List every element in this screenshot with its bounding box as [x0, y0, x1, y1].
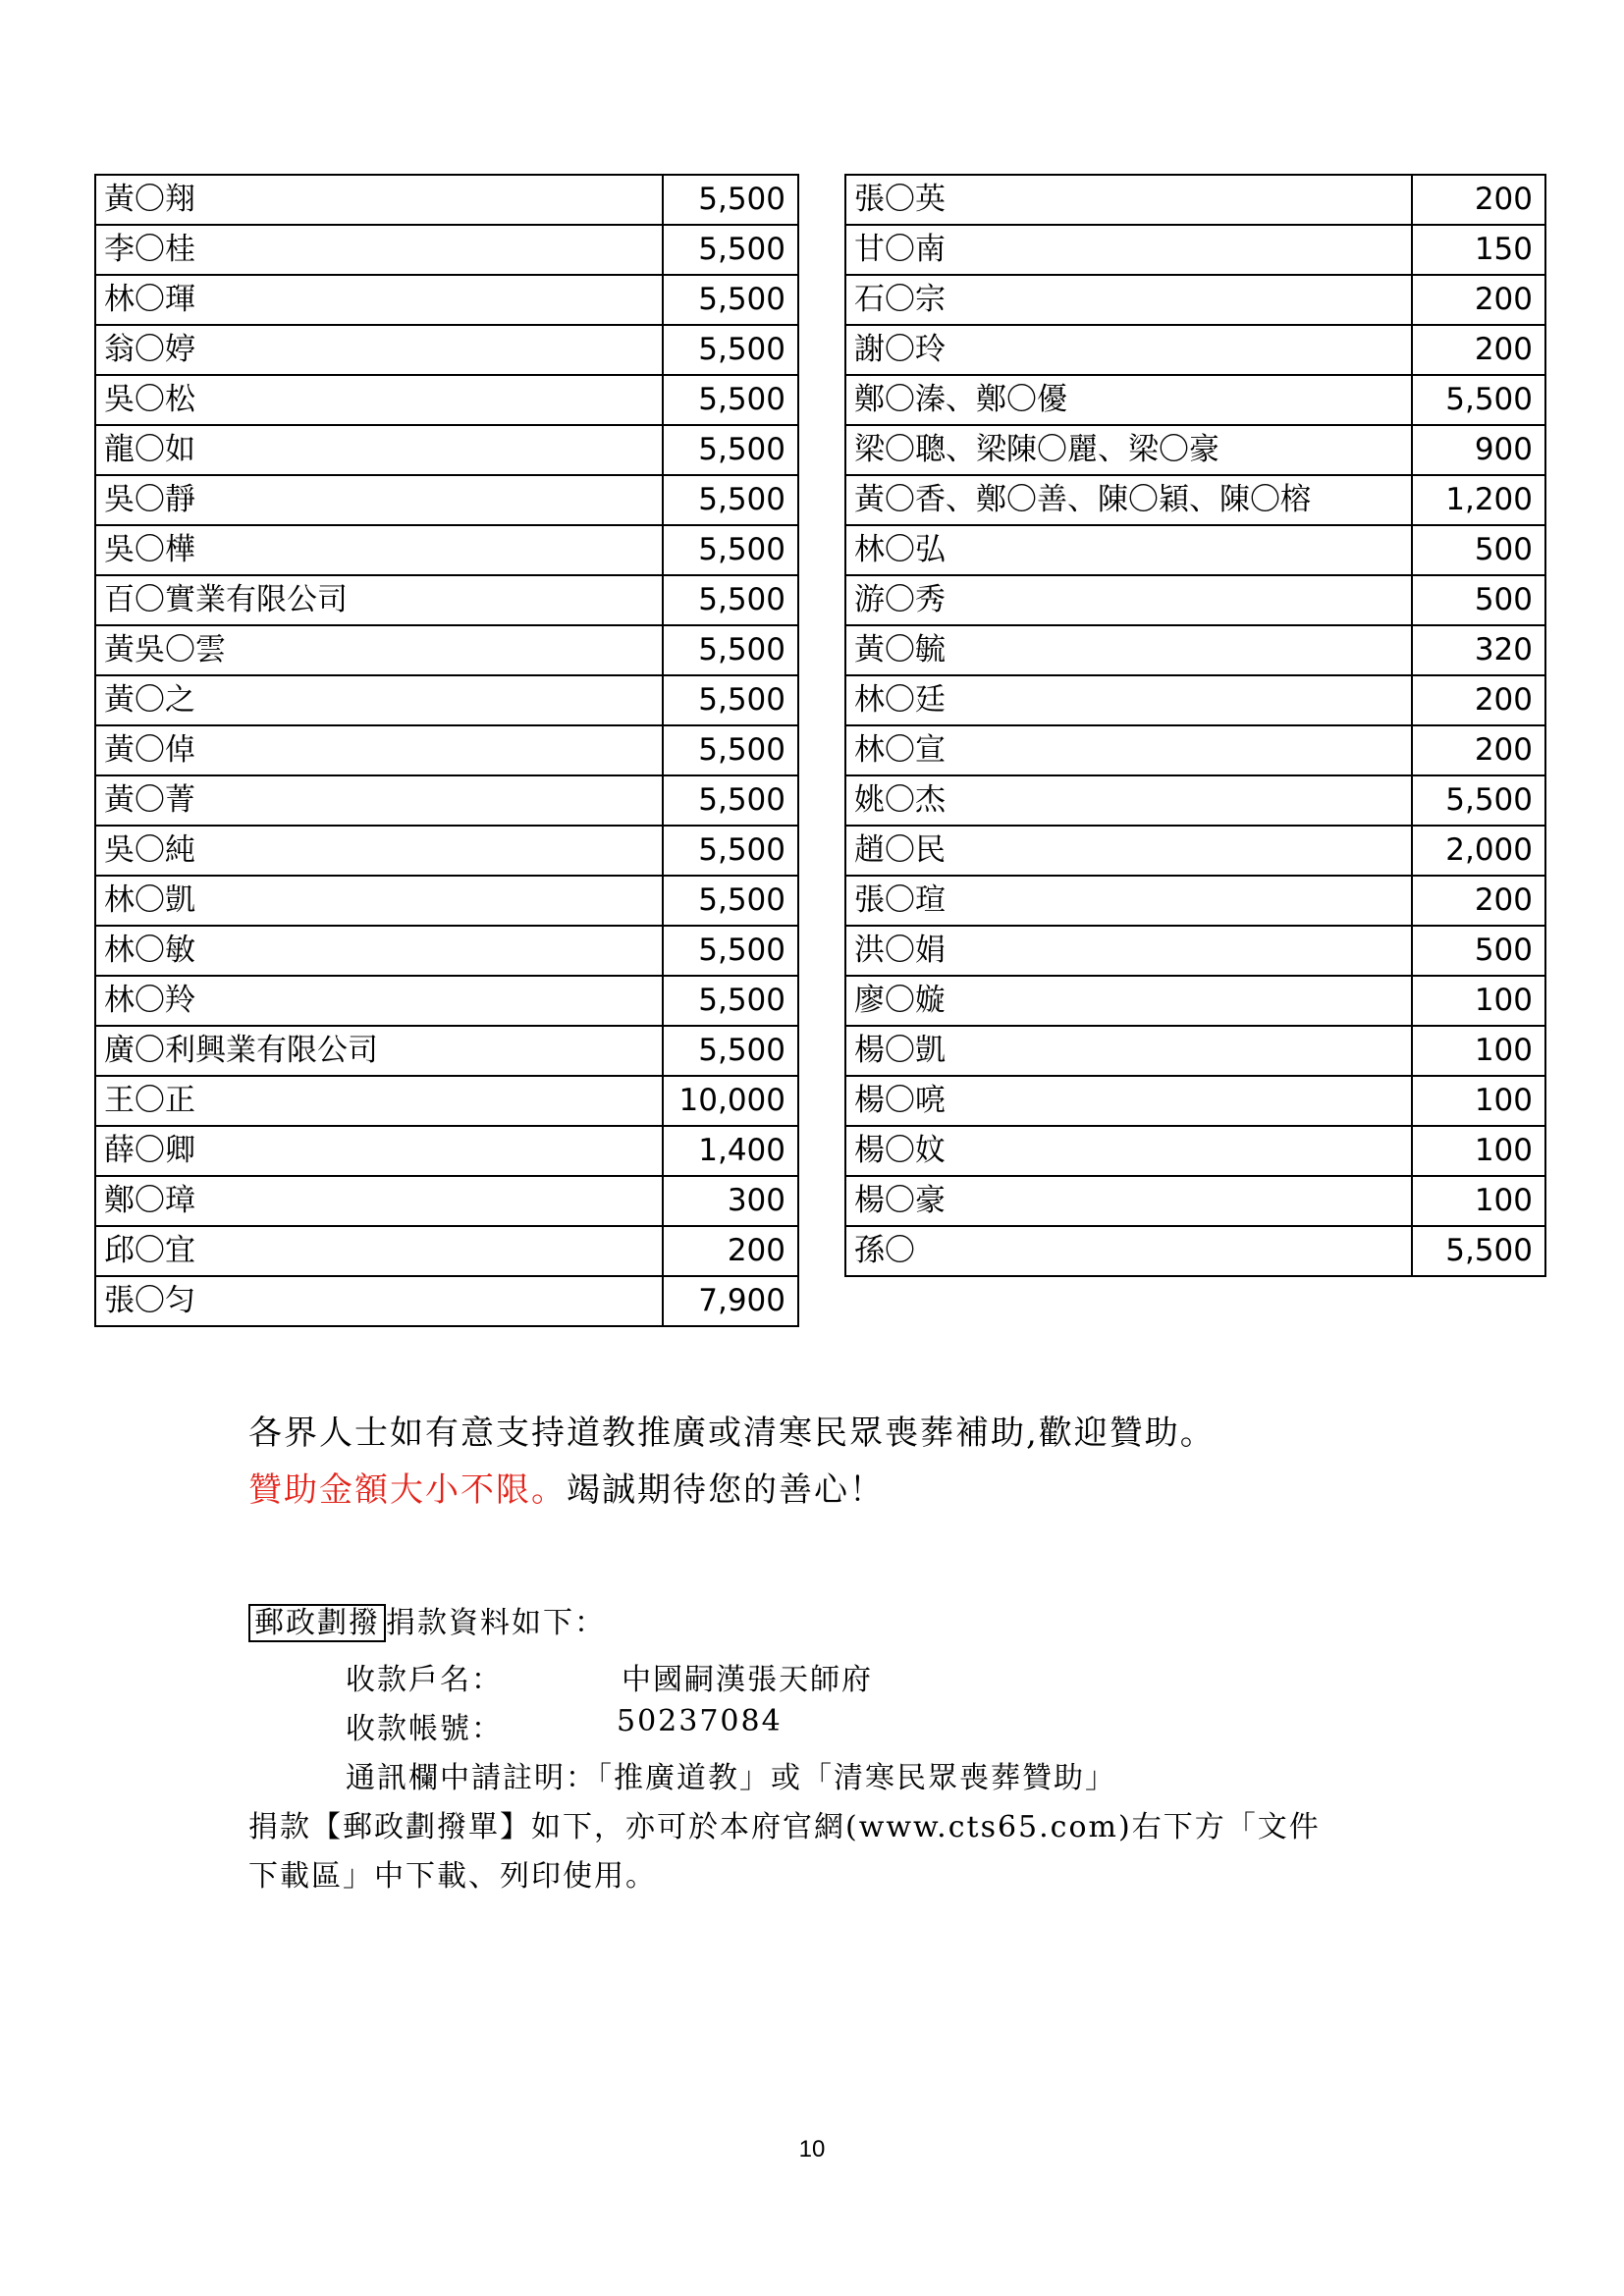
donor-table-right: [844, 174, 1546, 1277]
donation-amount: 200: [1412, 275, 1545, 325]
donation-amount: 5,500: [1412, 375, 1545, 425]
table-row: [845, 725, 1545, 775]
memo-label: 通訊欄中請註明：: [346, 1761, 597, 1795]
donor-name: 楊〇豪: [845, 1176, 1412, 1226]
download-note-line-1: 捐款【郵政劃撥單】如下，亦可於本府官網(www.cts65.com)右下方「文件: [248, 1810, 1321, 1844]
table-row: [845, 826, 1545, 876]
donor-name: 孫〇: [845, 1226, 1412, 1276]
donation-amount: 150: [1412, 225, 1545, 275]
donor-name: 廖〇嫙: [845, 976, 1412, 1026]
table-row: [845, 926, 1545, 976]
donor-name: 王〇正: [95, 1076, 663, 1126]
memo-value: 「推廣道教」或「清寒民眾喪葬贊助」: [597, 1761, 1116, 1795]
table-row: [845, 375, 1545, 425]
table-row: [845, 1126, 1545, 1176]
table-row: [95, 375, 798, 425]
donor-name: 林〇弘: [845, 525, 1412, 575]
donor-name: 楊〇凱: [845, 1026, 1412, 1076]
donor-name: 石〇宗: [845, 275, 1412, 325]
table-row: [95, 325, 798, 375]
donor-name: 林〇琿: [95, 275, 663, 325]
account-number-value: 50237084: [617, 1704, 783, 1738]
donation-amount: 500: [1412, 575, 1545, 625]
donation-amount: 5,500: [663, 575, 798, 625]
donor-name: 廣〇利興業有限公司: [95, 1026, 663, 1076]
donor-name: 楊〇妏: [845, 1126, 1412, 1176]
donor-name: 張〇瑄: [845, 876, 1412, 926]
table-row: [95, 826, 798, 876]
table-row: [845, 625, 1545, 675]
table-row: [845, 575, 1545, 625]
donation-amount: 200: [1412, 675, 1545, 725]
account-name-label: 收款戶名：: [346, 1663, 503, 1697]
table-row: [95, 926, 798, 976]
donation-heading-text: 捐款資料如下：: [386, 1606, 606, 1640]
page-number: 10: [798, 2136, 826, 2163]
donor-name: 張〇英: [845, 175, 1412, 225]
table-row: [845, 475, 1545, 525]
donation-amount: 5,500: [663, 425, 798, 475]
donor-name: 黃吳〇雲: [95, 625, 663, 675]
memo-instruction: [346, 1753, 1116, 1796]
donor-name: 林〇羚: [95, 976, 663, 1026]
table-row: [95, 725, 798, 775]
donation-amount: 5,500: [663, 225, 798, 275]
table-row: [845, 1026, 1545, 1076]
table-row: [95, 1276, 798, 1326]
table-row: [95, 475, 798, 525]
donation-heading: [248, 1598, 606, 1641]
donation-amount: 200: [1412, 876, 1545, 926]
donation-amount: 100: [1412, 1126, 1545, 1176]
donor-table-left: [94, 174, 799, 1327]
appeal-line-2: [248, 1463, 885, 1511]
donation-amount: 5,500: [663, 826, 798, 876]
donor-name: 謝〇玲: [845, 325, 1412, 375]
table-row: [95, 275, 798, 325]
donation-amount: 5,500: [1412, 775, 1545, 826]
appeal-line-1: 各界人士如有意支持道教推廣或清寒民眾喪葬補助,歡迎贊助。: [248, 1414, 1216, 1453]
donation-amount: 200: [1412, 325, 1545, 375]
donation-amount: 5,500: [663, 725, 798, 775]
table-row: [95, 1126, 798, 1176]
donor-name: 甘〇南: [845, 225, 1412, 275]
table-row: [845, 976, 1545, 1026]
appeal-closing: 竭誠期待您的善心！: [567, 1470, 885, 1510]
donor-name: 邱〇宜: [95, 1226, 663, 1276]
donor-name: 鄭〇璋: [95, 1176, 663, 1226]
download-note-line-2: 下載區」中下載、列印使用。: [248, 1859, 657, 1894]
account-name-value: 中國嗣漢張天師府: [622, 1663, 873, 1697]
donor-name: 林〇敏: [95, 926, 663, 976]
donation-amount: 5,500: [663, 675, 798, 725]
donor-name: 黃〇翔: [95, 175, 663, 225]
donation-amount: 200: [663, 1226, 798, 1276]
donation-amount: 5,500: [663, 876, 798, 926]
donor-name: 百〇實業有限公司: [95, 575, 663, 625]
account-number-label: 收款帳號：: [346, 1712, 503, 1746]
table-row: [845, 876, 1545, 926]
donation-amount: 5,500: [663, 625, 798, 675]
table-row: [95, 225, 798, 275]
donor-name: 吳〇純: [95, 826, 663, 876]
donor-name: 楊〇喨: [845, 1076, 1412, 1126]
table-row: [845, 1226, 1545, 1276]
donor-name: 林〇凱: [95, 876, 663, 926]
table-row: [95, 625, 798, 675]
appeal-highlight: 贊助金額大小不限。: [248, 1470, 567, 1510]
donor-name: 吳〇靜: [95, 475, 663, 525]
table-row: [845, 1176, 1545, 1226]
donor-name: 林〇宣: [845, 725, 1412, 775]
postal-transfer-label: 郵政劃撥: [248, 1604, 386, 1642]
table-row: [845, 225, 1545, 275]
table-row: [95, 675, 798, 725]
table-row: [845, 275, 1545, 325]
donation-amount: 1,200: [1412, 475, 1545, 525]
donation-amount: 5,500: [663, 375, 798, 425]
table-row: [845, 325, 1545, 375]
donation-amount: 5,500: [663, 1026, 798, 1076]
table-row: [95, 175, 798, 225]
donation-amount: 320: [1412, 625, 1545, 675]
table-row: [95, 1026, 798, 1076]
donor-name: 黃〇倬: [95, 725, 663, 775]
donation-amount: 100: [1412, 1026, 1545, 1076]
donation-amount: 100: [1412, 1076, 1545, 1126]
table-row: [95, 775, 798, 826]
donor-name: 吳〇樺: [95, 525, 663, 575]
donation-amount: 100: [1412, 976, 1545, 1026]
donation-amount: 5,500: [663, 525, 798, 575]
donor-name: 張〇匀: [95, 1276, 663, 1326]
table-row: [95, 575, 798, 625]
donation-amount: 500: [1412, 926, 1545, 976]
donation-amount: 5,500: [663, 775, 798, 826]
table-row: [845, 425, 1545, 475]
donation-amount: 500: [1412, 525, 1545, 575]
donor-name: 黃〇之: [95, 675, 663, 725]
table-row: [845, 1076, 1545, 1126]
table-row: [845, 525, 1545, 575]
donor-name: 黃〇香、鄭〇善、陳〇穎、陳〇榕: [845, 475, 1412, 525]
donor-name: 翁〇婷: [95, 325, 663, 375]
donor-name: 吳〇松: [95, 375, 663, 425]
donation-amount: 7,900: [663, 1276, 798, 1326]
table-row: [845, 775, 1545, 826]
donation-amount: 200: [1412, 175, 1545, 225]
donation-amount: 10,000: [663, 1076, 798, 1126]
table-row: [95, 876, 798, 926]
table-row: [95, 976, 798, 1026]
donor-name: 趙〇民: [845, 826, 1412, 876]
donation-amount: 5,500: [663, 976, 798, 1026]
table-row: [95, 1176, 798, 1226]
table-row: [845, 175, 1545, 225]
donor-name: 林〇廷: [845, 675, 1412, 725]
table-row: [95, 1076, 798, 1126]
donation-amount: 5,500: [1412, 1226, 1545, 1276]
donation-amount: 200: [1412, 725, 1545, 775]
table-row: [95, 425, 798, 475]
table-row: [95, 525, 798, 575]
table-row: [845, 675, 1545, 725]
donor-name: 李〇桂: [95, 225, 663, 275]
donor-name: 薛〇卿: [95, 1126, 663, 1176]
donation-amount: 2,000: [1412, 826, 1545, 876]
donor-name: 龍〇如: [95, 425, 663, 475]
donation-amount: 5,500: [663, 175, 798, 225]
donor-name: 洪〇娟: [845, 926, 1412, 976]
donation-amount: 100: [1412, 1176, 1545, 1226]
donation-amount: 1,400: [663, 1126, 798, 1176]
donation-amount: 300: [663, 1176, 798, 1226]
donor-name: 游〇秀: [845, 575, 1412, 625]
donation-amount: 5,500: [663, 275, 798, 325]
donation-amount: 5,500: [663, 475, 798, 525]
donation-amount: 5,500: [663, 325, 798, 375]
donor-name: 黃〇毓: [845, 625, 1412, 675]
table-row: [95, 1226, 798, 1276]
donation-amount: 5,500: [663, 926, 798, 976]
donation-amount: 900: [1412, 425, 1545, 475]
donor-name: 梁〇聰、梁陳〇麗、梁〇豪: [845, 425, 1412, 475]
donor-name: 鄭〇溱、鄭〇優: [845, 375, 1412, 425]
donor-name: 姚〇杰: [845, 775, 1412, 826]
donor-name: 黃〇菁: [95, 775, 663, 826]
